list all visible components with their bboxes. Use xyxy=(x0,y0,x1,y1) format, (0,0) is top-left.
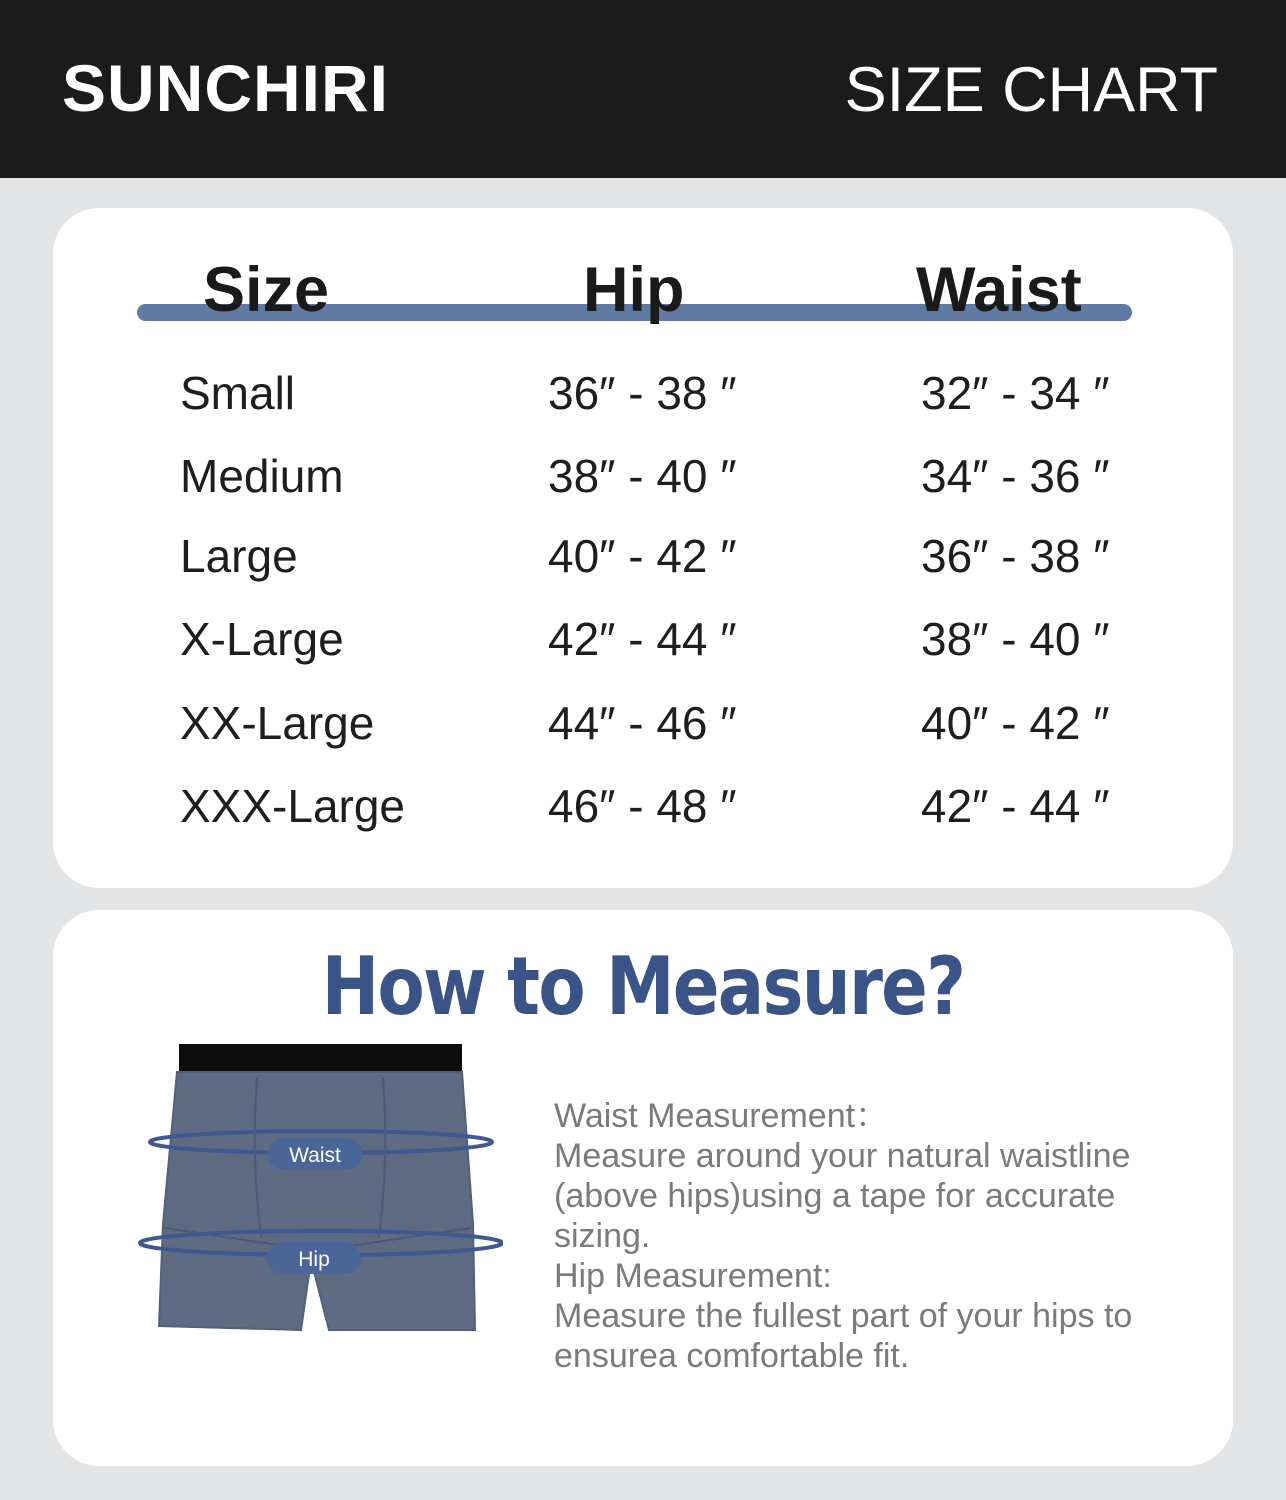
table-row xyxy=(53,779,1233,839)
hip-measurement-text: Measure the fullest part of your hips to ensurea comfortable fit. xyxy=(554,1297,1133,1375)
hip-cell: 46″ - 48 ″ xyxy=(548,780,737,832)
header-title: SIZE CHART xyxy=(844,55,1218,125)
table-row xyxy=(53,366,1233,426)
waist-label: Waist xyxy=(289,1144,341,1167)
hip-cell: 42″ - 44 ″ xyxy=(548,613,737,665)
hip-cell: 38″ - 40 ″ xyxy=(548,450,737,502)
size-table-card xyxy=(53,208,1233,888)
hip-measurement-heading: Hip Measurement: xyxy=(554,1257,832,1295)
column-header-hip: Hip xyxy=(583,255,685,325)
waist-cell: 38″ - 40 ″ xyxy=(921,613,1110,665)
table-row xyxy=(53,529,1233,589)
brand-name: SUNCHIRI xyxy=(62,51,390,125)
size-cell: XXX-Large xyxy=(180,780,406,832)
waist-cell: 40″ - 42 ″ xyxy=(921,697,1110,749)
table-row xyxy=(53,696,1233,756)
column-header-size: Size xyxy=(203,255,330,325)
waist-measurement-text: Measure around your natural waistline (above hips)using a tape for accurate sizing. xyxy=(554,1137,1131,1255)
size-cell: XX-Large xyxy=(180,697,375,749)
waistband-shape xyxy=(179,1044,462,1074)
header-bar xyxy=(0,0,1286,178)
column-header-waist: Waist xyxy=(916,255,1082,325)
hip-cell: 36″ - 38 ″ xyxy=(548,367,737,419)
waist-measurement-heading: Waist Measurement： xyxy=(554,1097,890,1135)
waist-cell: 42″ - 44 ″ xyxy=(921,780,1110,832)
measure-title: How to Measure? xyxy=(321,940,965,1033)
boxer-brief-illustration xyxy=(133,1038,503,1338)
size-cell: Large xyxy=(180,530,298,582)
hip-cell: 44″ - 46 ″ xyxy=(548,697,737,749)
measurement-instructions xyxy=(554,1096,1194,1376)
how-to-measure-card xyxy=(53,910,1233,1466)
waist-cell: 36″ - 38 ″ xyxy=(921,530,1110,582)
size-cell: Small xyxy=(180,367,296,419)
waist-cell: 34″ - 36 ″ xyxy=(921,450,1110,502)
table-row xyxy=(53,449,1233,509)
hip-label: Hip xyxy=(298,1248,330,1271)
waist-cell: 32″ - 34 ″ xyxy=(921,367,1110,419)
size-cell: Medium xyxy=(180,450,344,502)
garment-shape xyxy=(159,1072,475,1330)
hip-cell: 40″ - 42 ″ xyxy=(548,530,737,582)
table-row xyxy=(53,612,1233,672)
size-cell: X-Large xyxy=(180,613,344,665)
